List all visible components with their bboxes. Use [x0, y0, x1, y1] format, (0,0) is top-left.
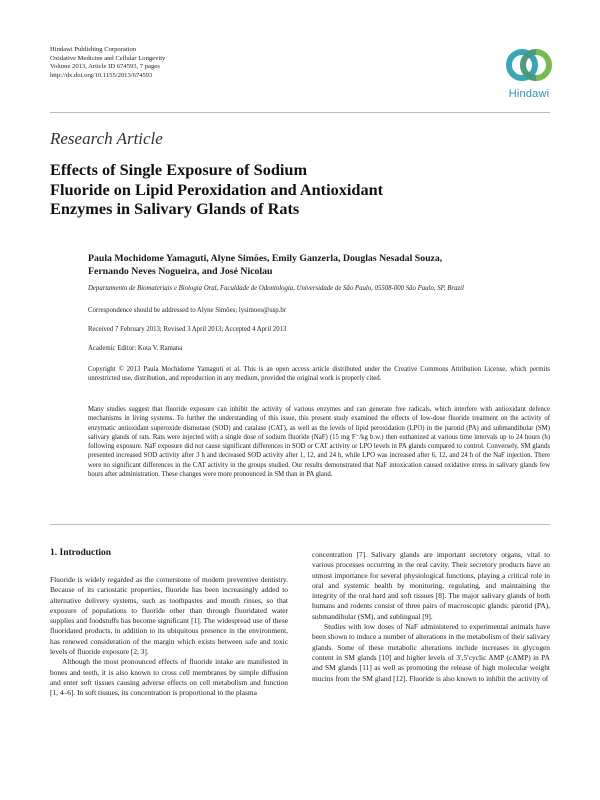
affiliation: Departamento de Biomateriais e Biologia Oral, Faculdade de Odontologia, Universidade de São Paulo, 05508-000 São Paulo, SP, Brazil	[88, 285, 464, 292]
title-line: Effects of Single Exposure of Sodium	[50, 160, 308, 179]
paragraph: Fluoride is widely regarded as the cornerstone of modern preventive dentistry. Because of its cariostatic properties, fluoride has been increasingly added to alternative delivery systems, such as toothpastes and mouth rinses, so that exposure of populations to fluoride other than through fluoridated water supplies and foodstuffs has become significant [1]. The widespread use of these fluoridated products, in addition to its ubiquitous presence in the environment, has renewed consideration of the margin which exists between safe and toxic levels of fluoride exposure [2, 3].	[50, 575, 288, 657]
title-line: Fluoride on Lipid Peroxidation and Antioxidant	[50, 179, 384, 199]
author-list	[88, 252, 558, 278]
journal-name: Oxidative Medicine and Cellular Longevity	[50, 54, 166, 62]
title-line: Enzymes in Salivary Glands of Rats	[50, 199, 300, 218]
article-dates: Received 7 February 2013; Revised 3 April 2013; Accepted 4 April 2013	[88, 326, 287, 333]
article-title	[50, 160, 470, 219]
doi-link[interactable]: http://dx.doi.org/10.1155/2013/674593	[50, 72, 153, 80]
academic-editor: Academic Editor: Kota V. Ramana	[88, 345, 183, 352]
author-line: Paula Mochidome Yamaguti, Alyne Simões, Emily Ganzerla, Douglas Nesadal Souza,	[88, 253, 443, 264]
abstract: Many studies suggest that fluoride exposure can inhibit the activity of various enzymes and can generate free radicals, which interfere with antioxidant defence mechanisms in living systems. To further the understanding of this issue, this present study examined the effects of low-dose fluoride treatment on the activity of enzymatic antioxidant superoxide dismutase (SOD) and catalase (CAT), as well as the levels of lipid peroxidation (LPO) in the parotid (PA) and submandibular (SM) salivary glands of rats. Rats were injected with a single dose of sodium fluoride (NaF) (15 mg F⁻/kg b.w.) then euthanized at various time intervals up to 24 hours (h) following exposure. NaF exposure did not cause significant differences in SOD or CAT activity or LPO levels in PA glands compared to control. Conversely, SM glands presented increased SOD activity after 3 h and decreased SOD activity after 1, 12, and 24 h, while LPO was increased after 6, 12, and 24 h of the NaF injection. There were no significant differences in the CAT activity in the groups studied. Our results demonstrated that NaF intoxication caused oxidative stress in salivary glands few hours after administration. These changes were more pronounced in SM than in PA gland.	[88, 406, 550, 478]
volume-info: Volume 2013, Article ID 674593, 7 pages	[50, 63, 160, 71]
header-divider	[50, 112, 550, 113]
author-line: Fernando Neves Nogueira, and José Nicolau	[88, 266, 273, 277]
section-heading: 1. Introduction	[50, 548, 112, 558]
paragraph: Although the most pronounced effects of fluoride intake are manifested in bones and teeth, it is also known to cross cell membranes by simple diffusion and enter soft tissues causing adverse effects on cell metabolism and function [1, 4–6]. In soft tissues, its concentration is proportional to the plasma	[50, 657, 288, 698]
article-type: Research Article	[50, 129, 163, 148]
journal-header	[50, 46, 165, 81]
copyright-notice: Copyright © 2013 Paula Mochidome Yamaguti et al. This is an open access article distributed under the Creative Commons Attribution License, which permits unrestricted use, distribution, and reproduction in any medium, provided the original work is properly cited.	[88, 366, 550, 383]
body-column-left	[50, 575, 288, 699]
abstract-divider	[50, 524, 550, 525]
paragraph: Studies with low doses of NaF administered to experimental animals have been shown to induce a number of alterations in the metabolism of their salivary glands. Some of these metabolic alterations include increases in glycogen content in SM glands [10] and higher levels of 3′,5′cyclic AMP (cAMP) in PA and SM glands [11] as well as promoting the release of high molecular weight mucins from the SM gland [12]. Fluoride is also known to inhibit the activity of	[312, 622, 550, 683]
correspondence: Correspondence should be addressed to Alyne Simões; lysimoes@usp.br	[88, 307, 287, 314]
hindawi-logo	[500, 42, 558, 104]
logo-text: Hindawi	[508, 88, 550, 100]
publisher: Hindawi Publishing Corporation	[50, 46, 137, 53]
body-column-right	[312, 550, 550, 684]
hindawi-rings-icon	[500, 42, 558, 88]
paragraph: concentration [7]. Salivary glands are important secretory organs, vital to various processes occurring in the oral cavity. Their secretory products have an utmost importance for several physiological functions, playing a critical role in oral and systemic health by monitoring, regulating, and maintaining the integrity of the oral hard and soft tissues [8]. The major salivary glands of both humans and rodents consist of three pairs of macroscopic glands: parotid (PA), submandibular (SM), and sublingual [9].	[312, 550, 550, 621]
